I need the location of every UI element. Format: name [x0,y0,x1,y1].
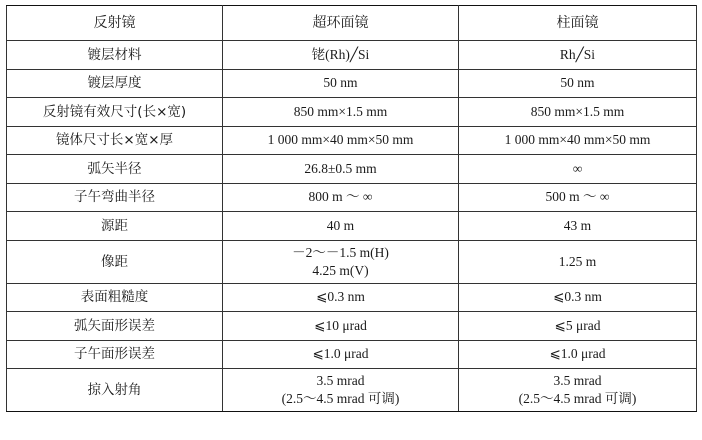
toroidal-value-line: 4.25 m(V) [312,262,369,278]
table-row [7,126,697,155]
cylindrical-value [459,369,697,412]
toroidal-value: 800 m ～ ∞ [223,183,459,212]
row-label: 弧矢面形误差 [7,312,223,341]
header-cylindrical-mirror: 柱面镜 [459,6,697,41]
cylindrical-value: ⩽5 μrad [459,312,697,341]
cylindrical-value: 50 nm [459,69,697,98]
table-row [7,155,697,184]
cylindrical-value: Rh╱Si [459,41,697,70]
table-row [7,283,697,312]
toroidal-value: 50 nm [223,69,459,98]
cylindrical-value: 1 000 mm×40 mm×50 mm [459,126,697,155]
cylindrical-value: 1.25 m [459,240,697,283]
toroidal-value-line: (2.5～4.5 mrad 可调) [281,391,400,406]
row-label: 镀层材料 [7,41,223,70]
row-label: 反射镜有效尺寸(长×宽) [7,98,223,127]
table-row [7,340,697,369]
toroidal-value: ⩽1.0 μrad [223,340,459,369]
toroidal-value-line: 3.5 mrad [316,373,365,388]
table-row [7,212,697,241]
toroidal-value: 铑(Rh)╱Si [223,41,459,70]
row-label: 镀层厚度 [7,69,223,98]
table-header-row [7,6,697,41]
row-label: 子午面形误差 [7,340,223,369]
table-row [7,369,697,412]
table-row [7,183,697,212]
cylindrical-value-line: 3.5 mrad [553,373,602,388]
row-label: 镜体尺寸长×宽×厚 [7,126,223,155]
toroidal-value: 40 m [223,212,459,241]
toroidal-value: 26.8±0.5 mm [223,155,459,184]
mirror-parameter-table [6,5,697,412]
header-mirror: 反射镜 [7,6,223,41]
cylindrical-value: 500 m ～ ∞ [459,183,697,212]
toroidal-value: ⩽10 μrad [223,312,459,341]
row-label: 弧矢半径 [7,155,223,184]
row-label: 表面粗糙度 [7,283,223,312]
header-toroidal-mirror: 超环面镜 [223,6,459,41]
cylindrical-value-line: (2.5～4.5 mrad 可调) [518,391,637,406]
row-label: 子午弯曲半径 [7,183,223,212]
table-row [7,98,697,127]
toroidal-value: 1 000 mm×40 mm×50 mm [223,126,459,155]
cylindrical-value: ∞ [459,155,697,184]
table-row [7,312,697,341]
table-row [7,240,697,283]
row-label: 源距 [7,212,223,241]
cylindrical-value: 43 m [459,212,697,241]
table-row [7,41,697,70]
cylindrical-value: ⩽0.3 nm [459,283,697,312]
toroidal-value-line: －2～－1.5 m(H) [292,244,389,260]
toroidal-value [223,369,459,412]
toroidal-value [223,240,459,283]
table-row [7,69,697,98]
cylindrical-value: ⩽1.0 μrad [459,340,697,369]
row-label: 像距 [7,240,223,283]
toroidal-value: ⩽0.3 nm [223,283,459,312]
cylindrical-value: 850 mm×1.5 mm [459,98,697,127]
toroidal-value: 850 mm×1.5 mm [223,98,459,127]
row-label: 掠入射角 [7,369,223,412]
